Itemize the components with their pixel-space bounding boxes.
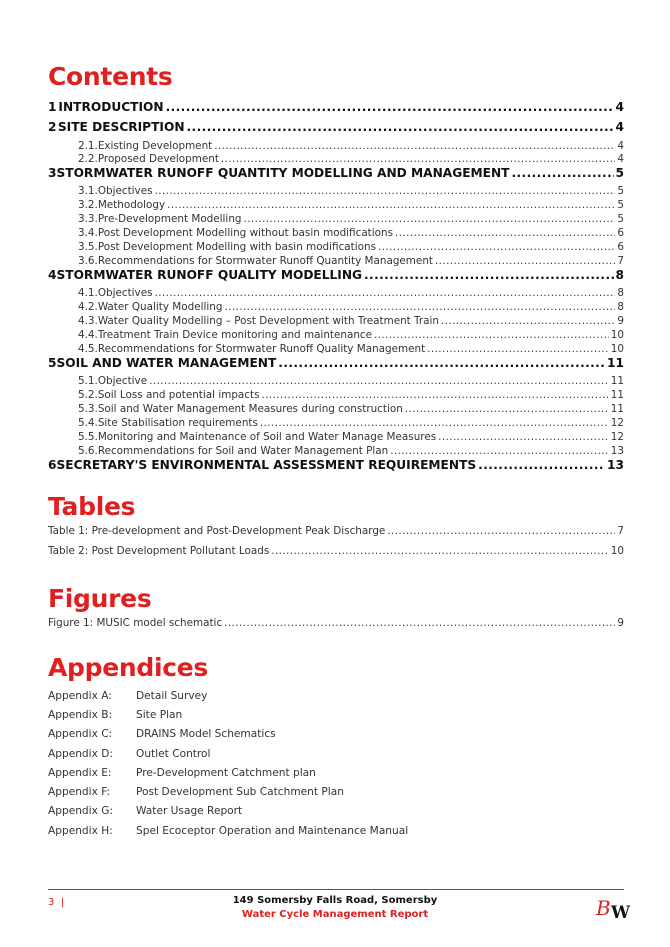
- toc-entry[interactable]: [48, 153, 624, 165]
- toc-leader: [374, 329, 609, 341]
- toc-label: INTRODUCTION: [58, 100, 164, 114]
- toc-number: 5.3.: [78, 403, 98, 415]
- toc-number: 3: [48, 166, 57, 180]
- figures-heading: Figures: [48, 584, 152, 613]
- appendix-title: Pre-Development Catchment plan: [136, 767, 316, 779]
- toc-leader: [166, 100, 614, 114]
- toc-label: STORMWATER RUNOFF QUALITY MODELLING: [56, 268, 363, 282]
- appendix-title: Detail Survey: [136, 690, 208, 702]
- toc-number: 4.1.: [78, 287, 98, 299]
- toc-entry[interactable]: [48, 100, 624, 114]
- page-separator: |: [60, 897, 65, 908]
- footer-report-title: Water Cycle Management Report: [241, 909, 429, 920]
- toc-page: 4: [617, 140, 624, 152]
- toc-number: 3.4.: [78, 227, 98, 239]
- toc-leader: [221, 153, 615, 165]
- appendices-heading: Appendices: [48, 653, 209, 682]
- toc-entry[interactable]: [48, 389, 624, 401]
- toc-entry[interactable]: [48, 445, 624, 457]
- toc-leader: [224, 617, 615, 629]
- toc-number: 2: [48, 120, 57, 134]
- toc-leader: [435, 255, 615, 267]
- toc-page: 4: [617, 153, 624, 165]
- toc-number: 5.5.: [78, 431, 98, 443]
- toc-page: 5: [617, 185, 624, 197]
- toc-number: 4.3.: [78, 315, 98, 327]
- toc-label: Site Stabilisation requirements: [97, 417, 258, 429]
- appendix-code: Appendix E:: [48, 767, 112, 779]
- toc-label: Objective: [97, 375, 148, 387]
- appendix-code: Appendix C:: [48, 728, 113, 740]
- toc-leader: [155, 185, 616, 197]
- toc-page: 10: [610, 343, 624, 355]
- appendix-code: Appendix F:: [48, 786, 111, 798]
- footer-address: 149 Somersby Falls Road, Somersby: [232, 895, 438, 906]
- toc-page: 11: [607, 356, 624, 370]
- toc-leader: [187, 120, 614, 134]
- toc-entry[interactable]: [48, 255, 624, 267]
- toc-label: Methodology: [97, 199, 166, 211]
- toc-page: 8: [617, 301, 624, 313]
- toc-entry[interactable]: [48, 166, 624, 180]
- toc-number: 5.1.: [78, 375, 98, 387]
- toc-leader: [155, 287, 616, 299]
- appendix-entry[interactable]: [48, 709, 182, 721]
- toc-leader: [378, 241, 615, 253]
- appendix-title: Water Usage Report: [136, 805, 243, 817]
- toc-page: 13: [607, 458, 624, 472]
- toc-leader: [224, 301, 615, 313]
- appendix-code: Appendix B:: [48, 709, 113, 721]
- toc-leader: [364, 268, 613, 282]
- toc-page: 11: [610, 389, 624, 401]
- toc-page: 6: [617, 227, 624, 239]
- toc-leader: [214, 140, 615, 152]
- toc-page: 12: [610, 417, 624, 429]
- footer-divider: [48, 889, 624, 890]
- toc-label: Treatment Train Device monitoring and maintenance: [97, 329, 373, 341]
- toc-label: Soil and Water Management Measures during construction: [97, 403, 403, 415]
- appendix-code: Appendix A:: [48, 690, 112, 702]
- table-list-label: Table 2: Post Development Pollutant Loads: [48, 545, 270, 557]
- appendix-code: Appendix G:: [48, 805, 114, 817]
- toc-label: Existing Development: [97, 140, 213, 152]
- toc-leader: [278, 356, 605, 370]
- toc-label: STORMWATER RUNOFF QUANTITY MODELLING AND MANAGEMENT: [56, 166, 510, 180]
- toc-leader: [262, 389, 609, 401]
- appendix-entry[interactable]: [48, 748, 210, 760]
- toc-leader: [441, 315, 615, 327]
- toc-page: 8: [615, 268, 624, 282]
- toc-page: 10: [610, 329, 624, 341]
- toc-entry[interactable]: [48, 287, 624, 299]
- appendix-entry[interactable]: [48, 825, 408, 837]
- table-list-entry[interactable]: [48, 545, 624, 557]
- toc-number: 3.5.: [78, 241, 98, 253]
- toc-number: 6: [48, 458, 57, 472]
- toc-entry[interactable]: [48, 315, 624, 327]
- toc-entry[interactable]: [48, 329, 624, 341]
- toc-page: 9: [617, 315, 624, 327]
- toc-number: 5.6.: [78, 445, 98, 457]
- toc-label: Recommendations for Stormwater Runoff Quantity Management: [97, 255, 433, 267]
- contents-heading: Contents: [48, 62, 173, 91]
- toc-leader: [395, 227, 615, 239]
- toc-number: 4.2.: [78, 301, 98, 313]
- toc-leader: [427, 343, 609, 355]
- page-number: 3: [48, 897, 55, 908]
- toc-label: SOIL AND WATER MANAGEMENT: [56, 356, 277, 370]
- toc-page: 5: [617, 213, 624, 225]
- toc-page: 8: [617, 287, 624, 299]
- toc-page: 12: [610, 431, 624, 443]
- toc-number: 1: [48, 100, 57, 114]
- toc-leader: [390, 445, 609, 457]
- toc-label: Pre-Development Modelling: [97, 213, 242, 225]
- appendix-entry[interactable]: [48, 690, 207, 702]
- toc-label: SECRETARY'S ENVIRONMENTAL ASSESSMENT REQUIREMENTS: [56, 458, 477, 472]
- toc-leader: [512, 166, 614, 180]
- toc-page: 4: [615, 100, 624, 114]
- toc-entry[interactable]: [48, 213, 624, 225]
- toc-page: 13: [610, 445, 624, 457]
- toc-number: 3.2.: [78, 199, 98, 211]
- toc-label: Water Quality Modelling – Post Development with Treatment Train: [97, 315, 439, 327]
- logo-letter-b: B: [596, 896, 611, 920]
- toc-label: Post Development Modelling without basin modifications: [97, 227, 393, 239]
- appendix-title: Spel Ecoceptor Operation and Maintenance Manual: [136, 825, 409, 837]
- figure-list-label: Figure 1: MUSIC model schematic: [48, 617, 223, 629]
- table-list-label: Table 1: Pre-development and Post-Development Peak Discharge: [48, 525, 386, 537]
- toc-label: Recommendations for Stormwater Runoff Quality Management: [97, 343, 426, 355]
- toc-number: 2.2.: [78, 153, 98, 165]
- appendix-entry[interactable]: [48, 767, 316, 779]
- appendix-code: Appendix D:: [48, 748, 113, 760]
- toc-label: Proposed Development: [97, 153, 219, 165]
- toc-entry[interactable]: [48, 185, 624, 197]
- appendix-entry[interactable]: [48, 728, 276, 740]
- toc-entry[interactable]: [48, 431, 624, 443]
- toc-page: 6: [617, 241, 624, 253]
- appendix-title: Outlet Control: [136, 748, 211, 760]
- toc-entry[interactable]: [48, 227, 624, 239]
- toc-label: Recommendations for Soil and Water Management Plan: [97, 445, 389, 457]
- toc-label: Post Development Modelling with basin modifications: [97, 241, 376, 253]
- toc-number: 5: [48, 356, 57, 370]
- toc-page: 5: [615, 166, 624, 180]
- toc-leader: [271, 545, 609, 557]
- toc-entry[interactable]: [48, 241, 624, 253]
- toc-number: 3.6.: [78, 255, 98, 267]
- table-list-page: 7: [617, 525, 624, 537]
- toc-entry[interactable]: [48, 301, 624, 313]
- toc-leader: [438, 431, 609, 443]
- toc-number: 4: [48, 268, 57, 282]
- toc-entry[interactable]: [48, 343, 624, 355]
- toc-number: 2.1.: [78, 140, 98, 152]
- appendix-title: Site Plan: [136, 709, 183, 721]
- toc-leader: [244, 213, 616, 225]
- figure-list-entry[interactable]: [48, 617, 624, 629]
- toc-entry[interactable]: [48, 356, 624, 370]
- toc-entry[interactable]: [48, 120, 624, 134]
- toc-number: 5.4.: [78, 417, 98, 429]
- toc-label: Monitoring and Maintenance of Soil and Water Manage Measures: [97, 431, 437, 443]
- toc-label: SITE DESCRIPTION: [57, 120, 185, 134]
- toc-label: Objectives: [97, 287, 153, 299]
- toc-label: Objectives: [97, 185, 153, 197]
- toc-page: 5: [617, 199, 624, 211]
- toc-number: 4.5.: [78, 343, 98, 355]
- toc-entry[interactable]: [48, 458, 624, 472]
- toc-label: Soil Loss and potential impacts: [97, 389, 260, 401]
- toc-entry[interactable]: [48, 268, 624, 282]
- toc-leader: [478, 458, 605, 472]
- toc-entry[interactable]: [48, 417, 624, 429]
- toc-leader: [260, 417, 609, 429]
- toc-entry[interactable]: [48, 375, 624, 387]
- appendix-title: DRAINS Model Schematics: [136, 728, 276, 740]
- toc-number: 3.1.: [78, 185, 98, 197]
- appendix-entry[interactable]: [48, 805, 242, 817]
- appendix-title: Post Development Sub Catchment Plan: [136, 786, 344, 798]
- toc-leader: [167, 199, 615, 211]
- toc-entry[interactable]: [48, 140, 624, 152]
- table-list-page: 10: [610, 545, 624, 557]
- toc-page: 4: [615, 120, 624, 134]
- toc-entry[interactable]: [48, 199, 624, 211]
- toc-entry[interactable]: [48, 403, 624, 415]
- toc-leader: [405, 403, 609, 415]
- toc-page: 11: [610, 403, 624, 415]
- tables-heading: Tables: [48, 492, 136, 521]
- toc-leader: [149, 375, 609, 387]
- appendix-code: Appendix H:: [48, 825, 113, 837]
- bw-logo-icon: [595, 894, 631, 922]
- toc-page: 7: [617, 255, 624, 267]
- logo-letter-w: W: [611, 903, 631, 922]
- toc-number: 5.2.: [78, 389, 98, 401]
- toc-leader: [387, 525, 615, 537]
- toc-page: 11: [610, 375, 624, 387]
- toc-number: 3.3.: [78, 213, 98, 225]
- appendix-entry[interactable]: [48, 786, 344, 798]
- toc-number: 4.4.: [78, 329, 98, 341]
- table-list-entry[interactable]: [48, 525, 624, 537]
- figure-list-page: 9: [617, 617, 624, 629]
- toc-label: Water Quality Modelling: [97, 301, 223, 313]
